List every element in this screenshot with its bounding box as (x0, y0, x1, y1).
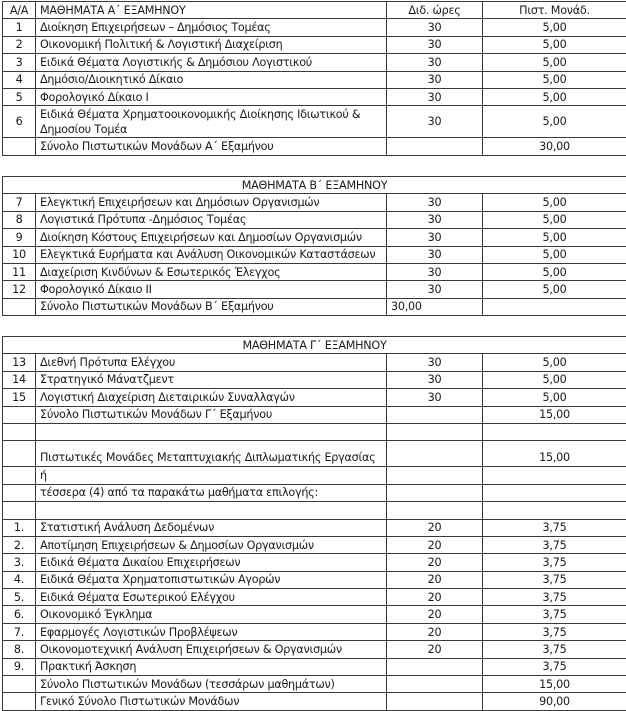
row-hours: 30 (387, 19, 483, 36)
row-num (3, 441, 36, 467)
thesis-hours (387, 441, 483, 467)
total-label: Σύνολο Πιστωτικών Μονάδων Β΄ Εξαμήνου (36, 298, 387, 315)
empty-cell (387, 502, 483, 519)
row-credits: 3,75 (483, 658, 626, 675)
row-credits: 5,00 (483, 354, 626, 371)
row-credits: 3,75 (483, 641, 626, 658)
row-num: 10 (3, 246, 36, 263)
empty-cell (387, 423, 483, 440)
table-row (3, 371, 626, 388)
row-credits: 5,00 (483, 371, 626, 388)
empty-cell (36, 423, 387, 440)
row-credits: 3,75 (483, 536, 626, 553)
empty-cell (387, 467, 483, 484)
elective-row (3, 554, 626, 571)
row-hours: 30 (387, 71, 483, 88)
empty-cell (36, 502, 387, 519)
row-num: 13 (3, 354, 36, 371)
row-course: Λογιστική Διαχείριση Διεταιρικών Συναλλαγών (36, 389, 387, 406)
row-hours: 30 (387, 246, 483, 263)
row-num: 1 (3, 19, 36, 36)
semester-a-table (2, 1, 626, 156)
row-credits: 5,00 (483, 263, 626, 280)
row-hours: 20 (387, 589, 483, 606)
electives-intro: τέσσερα (4) από τα παρακάτω μαθήματα επιλογής: (36, 484, 387, 501)
row-hours: 20 (387, 554, 483, 571)
row-course: Διεθνή Πρότυπα Ελέγχου (36, 354, 387, 371)
total-hours: 30,00 (387, 298, 483, 315)
row-credits: 5,00 (483, 19, 626, 36)
row-credits: 5,00 (483, 106, 626, 138)
row-credits: 5,00 (483, 389, 626, 406)
row-num (3, 298, 36, 315)
table-row (3, 71, 626, 88)
elective-row (3, 641, 626, 658)
row-num (3, 676, 36, 693)
empty-cell (387, 484, 483, 501)
row-hours: 30 (387, 229, 483, 246)
row-hours: 30 (387, 106, 483, 138)
row-course: Ελεγκτική Επιχειρήσεων και Δημόσιων Οργανισμών (36, 194, 387, 211)
electives-total-row (3, 676, 626, 693)
row-hours: 30 (387, 88, 483, 105)
elective-row (3, 571, 626, 588)
row-hours: 30 (387, 211, 483, 228)
col-header-num: Α/Α (3, 2, 36, 19)
row-hours (387, 658, 483, 675)
row-num: 4 (3, 71, 36, 88)
table-row (3, 246, 626, 263)
table-row (3, 211, 626, 228)
row-credits: 5,00 (483, 36, 626, 53)
row-course: Λογιστικά Πρότυπα -Δημόσιος Τομέας (36, 211, 387, 228)
col-header-credits: Πιστ. Μονάδ. (483, 2, 626, 19)
row-course: Εφαρμογές Λογιστικών Προβλέψεων (36, 623, 387, 640)
row-course: Διαχείριση Κινδύνων & Εσωτερικός Έλεγχος (36, 263, 387, 280)
row-num (3, 693, 36, 710)
table-header-row (3, 2, 626, 19)
row-course: Οικονομοτεχνική Ανάλυση Επιχειρήσεων & Οργανισμών (36, 641, 387, 658)
row-hours: 30 (387, 281, 483, 298)
section-header-row (3, 337, 626, 354)
table-row (3, 88, 626, 105)
row-credits: 3,75 (483, 589, 626, 606)
table-row (3, 229, 626, 246)
total-credits: 30,00 (483, 138, 626, 155)
grand-total-row (3, 693, 626, 710)
row-hours: 30 (387, 354, 483, 371)
row-hours: 20 (387, 606, 483, 623)
row-hours: 30 (387, 194, 483, 211)
table-row (3, 263, 626, 280)
col-header-course: ΜΑΘΗΜΑΤΑ Α΄ ΕΞΑΜΗΝΟΥ (36, 2, 387, 19)
empty-cell (387, 676, 483, 693)
table-row (3, 194, 626, 211)
total-row (3, 298, 626, 315)
row-num: 2. (3, 536, 36, 553)
row-hours: 20 (387, 641, 483, 658)
row-credits: 5,00 (483, 54, 626, 71)
grand-total-label: Γενικό Σύνολο Πιστωτικών Μονάδων (36, 693, 387, 710)
table-row (3, 106, 626, 138)
row-num: 3. (3, 554, 36, 571)
row-course: Στατιστική Ανάλυση Δεδομένων (36, 519, 387, 536)
row-num (3, 484, 36, 501)
grand-total-credits: 90,00 (483, 693, 626, 710)
row-credits: 3,75 (483, 554, 626, 571)
row-num: 14 (3, 371, 36, 388)
row-num: 6 (3, 106, 36, 138)
row-hours: 30 (387, 263, 483, 280)
row-course: Οικονομικό Έγκλημα (36, 606, 387, 623)
or-label: ή (36, 467, 387, 484)
elective-row (3, 658, 626, 675)
elective-row (3, 536, 626, 553)
total-row (3, 406, 626, 423)
row-num (3, 138, 36, 155)
row-num: 15 (3, 389, 36, 406)
row-hours: 30 (387, 54, 483, 71)
semester-c-table (2, 336, 626, 711)
row-num: 4. (3, 571, 36, 588)
row-hours: 20 (387, 519, 483, 536)
row-hours: 30 (387, 371, 483, 388)
row-hours: 20 (387, 571, 483, 588)
row-course: Αποτίμηση Επιχειρήσεων & Δημοσίων Οργανισμών (36, 536, 387, 553)
row-course: Διοίκηση Επιχειρήσεων – Δημόσιος Τομέας (36, 19, 387, 36)
empty-cell (483, 467, 626, 484)
row-credits: 5,00 (483, 211, 626, 228)
row-course: Ελεγκτικά Ευρήματα και Ανάλυση Οικονομικών Καταστάσεων (36, 246, 387, 263)
empty-cell (387, 693, 483, 710)
row-course: Ειδικά Θέματα Δικαίου Επιχειρήσεων (36, 554, 387, 571)
row-course: Ειδικά Θέματα Χρηματοοικονομικής Διοίκησης Ιδιωτικού & Δημοσίου Τομέα (36, 106, 387, 138)
row-course: Φορολογικό Δίκαιο ΙΙ (36, 281, 387, 298)
thesis-row (3, 441, 626, 467)
col-header-hours: Διδ. ώρες (387, 2, 483, 19)
row-num: 7. (3, 623, 36, 640)
row-num: 12 (3, 281, 36, 298)
row-course: Δημόσιο/Διοικητικό Δίκαιο (36, 71, 387, 88)
row-credits: 3,75 (483, 519, 626, 536)
elective-row (3, 589, 626, 606)
row-course: Φορολογικό Δίκαιο Ι (36, 88, 387, 105)
section-title: ΜΑΘΗΜΑΤΑ Β΄ ΕΞΑΜΗΝΟΥ (3, 177, 626, 194)
electives-total-label: Σύνολο Πιστωτικών Μονάδων (τεσσάρων μαθημάτων) (36, 676, 387, 693)
row-course: Ειδικά Θέματα Χρηματοπιστωτικών Αγορών (36, 571, 387, 588)
row-course: Ειδικά Θέματα Εσωτερικού Ελέγχου (36, 589, 387, 606)
row-num (3, 467, 36, 484)
row-credits: 3,75 (483, 623, 626, 640)
row-credits: 5,00 (483, 194, 626, 211)
row-hours: 20 (387, 536, 483, 553)
empty-row (3, 423, 626, 440)
row-num: 9. (3, 658, 36, 675)
empty-row (3, 502, 626, 519)
elective-row (3, 623, 626, 640)
table-row (3, 54, 626, 71)
row-num: 9 (3, 229, 36, 246)
total-credits (483, 298, 626, 315)
row-course: Ειδικά Θέματα Λογιστικής & Δημόσιου Λογιστικού (36, 54, 387, 71)
section-header-row (3, 177, 626, 194)
row-credits: 5,00 (483, 71, 626, 88)
total-label: Σύνολο Πιστωτικών Μονάδων Γ΄ Εξαμήνου (36, 406, 387, 423)
total-credits: 15,00 (483, 406, 626, 423)
row-num: 1. (3, 519, 36, 536)
row-hours: 30 (387, 36, 483, 53)
row-credits: 3,75 (483, 571, 626, 588)
row-credits: 5,00 (483, 88, 626, 105)
row-course: Διοίκηση Κόστους Επιχειρήσεων και Δημοσίων Οργανισμών (36, 229, 387, 246)
empty-cell (483, 423, 626, 440)
thesis-credits: 15,00 (483, 441, 626, 467)
semester-b-table (2, 176, 626, 316)
empty-cell (3, 423, 36, 440)
table-row (3, 354, 626, 371)
row-course: Πρακτική Άσκηση (36, 658, 387, 675)
row-num: 7 (3, 194, 36, 211)
table-row (3, 36, 626, 53)
electives-intro-row (3, 484, 626, 501)
row-num (3, 406, 36, 423)
row-num: 8. (3, 641, 36, 658)
row-num: 2 (3, 36, 36, 53)
row-num: 11 (3, 263, 36, 280)
empty-cell (483, 484, 626, 501)
elective-row (3, 606, 626, 623)
electives-total-credits: 15,00 (483, 676, 626, 693)
total-hours (387, 406, 483, 423)
table-row (3, 19, 626, 36)
row-num: 3 (3, 54, 36, 71)
thesis-label: Πιστωτικές Μονάδες Μεταπτυχιακής Διπλωματικής Εργασίας (36, 441, 387, 467)
empty-cell (483, 502, 626, 519)
row-hours: 20 (387, 623, 483, 640)
elective-row (3, 519, 626, 536)
table-row (3, 389, 626, 406)
total-hours (387, 138, 483, 155)
row-credits: 3,75 (483, 606, 626, 623)
row-credits: 5,00 (483, 281, 626, 298)
row-credits: 5,00 (483, 246, 626, 263)
row-course: Στρατηγικό Μάνατζμεντ (36, 371, 387, 388)
row-num: 5. (3, 589, 36, 606)
table-row (3, 281, 626, 298)
or-row (3, 467, 626, 484)
section-title: ΜΑΘΗΜΑΤΑ Γ΄ ΕΞΑΜΗΝΟΥ (3, 337, 626, 354)
total-label: Σύνολο Πιστωτικών Μονάδων Α΄ Εξαμήνου (36, 138, 387, 155)
row-course: Οικονομική Πολιτική & Λογιστική Διαχείριση (36, 36, 387, 53)
row-hours: 30 (387, 389, 483, 406)
row-num: 5 (3, 88, 36, 105)
empty-cell (3, 502, 36, 519)
row-num: 8 (3, 211, 36, 228)
total-row (3, 138, 626, 155)
row-num: 6. (3, 606, 36, 623)
row-credits: 5,00 (483, 229, 626, 246)
